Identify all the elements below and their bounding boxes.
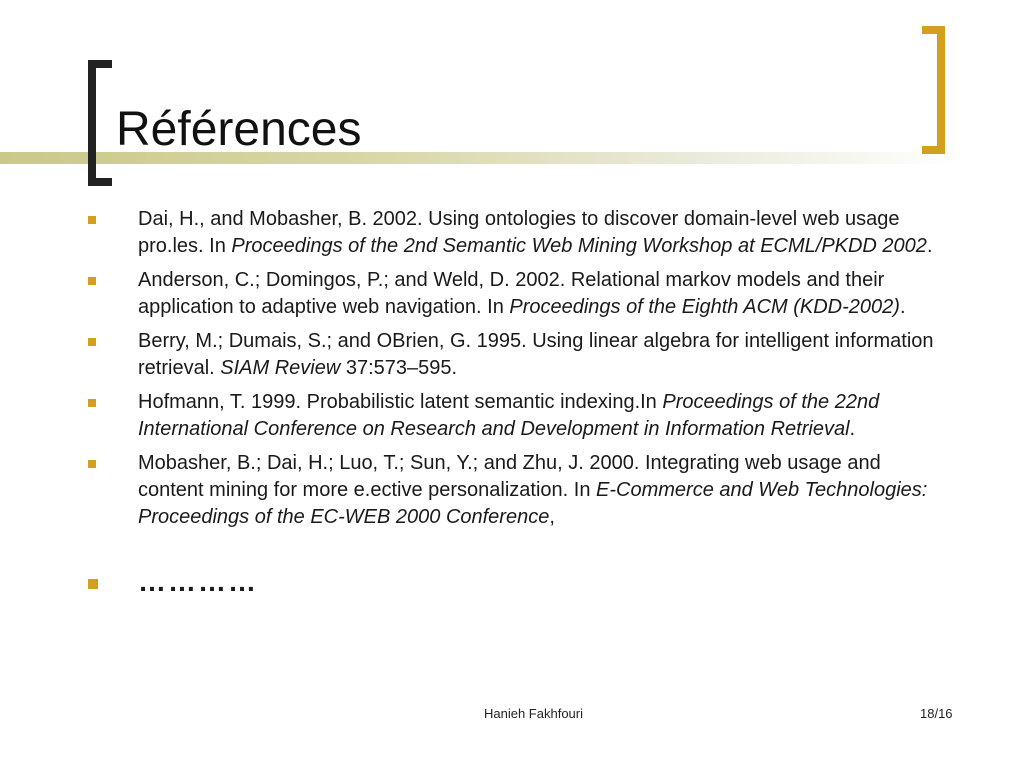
reference-suffix: . xyxy=(926,235,933,257)
reference-text: Mobasher, B.; Dai, H.; Luo, T.; Sun, Y.; and Zhu, J. 2000. Integrating web usage and content mining for more e.ective personalization. In xyxy=(138,452,881,501)
reference-suffix: 37:573–595. xyxy=(340,357,458,379)
list-item xyxy=(138,206,938,260)
footer-author: Hanieh Fakhfouri xyxy=(484,706,583,721)
right-bracket-top xyxy=(922,26,945,34)
right-bracket xyxy=(937,26,945,154)
list-item-more xyxy=(138,567,1024,597)
reference-source: Proceedings of the 2nd Semantic Web Mining Workshop at ECML/PKDD 2002 xyxy=(231,235,927,257)
reference-text: Berry, M.; Dumais, S.; and OBrien, G. 1995. Using linear algebra for intelligent information retrieval. xyxy=(138,330,934,379)
page-title: Références xyxy=(116,103,362,156)
bullet-icon xyxy=(88,460,96,468)
reference-text: Hofmann, T. 1999. Probabilistic latent semantic indexing.In xyxy=(138,391,663,413)
list-item xyxy=(138,328,938,382)
bullet-icon xyxy=(88,216,96,224)
left-bracket-bottom xyxy=(88,178,112,186)
page-number: 18/16 xyxy=(920,706,953,721)
reference-suffix: . xyxy=(899,296,906,318)
reference-suffix: , xyxy=(549,506,555,528)
bullet-icon xyxy=(88,399,96,407)
reference-source: Proceedings of the Eighth ACM (KDD-2002) xyxy=(509,296,900,318)
reference-source: SIAM Review xyxy=(220,357,341,379)
bullet-icon xyxy=(88,277,96,285)
left-bracket-top xyxy=(88,60,112,68)
reference-text: Anderson, C.; Domingos, P.; and Weld, D. 2002. Relational markov models and their application to adaptive web navigation. In xyxy=(138,269,885,318)
reference-list xyxy=(0,206,1024,597)
right-bracket-bottom xyxy=(922,146,945,154)
reference-source: Proceedings of the 22nd International Conference on Research and Development in Information Retrieval xyxy=(138,391,880,440)
reference-source: E-Commerce and Web Technologies: Proceedings of the EC-WEB 2000 Conference xyxy=(138,479,928,528)
bullet-icon xyxy=(88,579,98,589)
reference-suffix: . xyxy=(849,418,856,440)
list-item xyxy=(138,450,938,531)
bullet-icon xyxy=(88,338,96,346)
list-item xyxy=(138,267,938,321)
list-item xyxy=(138,389,938,443)
left-bracket xyxy=(88,60,96,186)
reference-text: Dai, H., and Mobasher, B. 2002. Using ontologies to discover domain-level web usage pro.les. In xyxy=(138,208,900,257)
more-ellipsis: ………… xyxy=(138,566,258,597)
